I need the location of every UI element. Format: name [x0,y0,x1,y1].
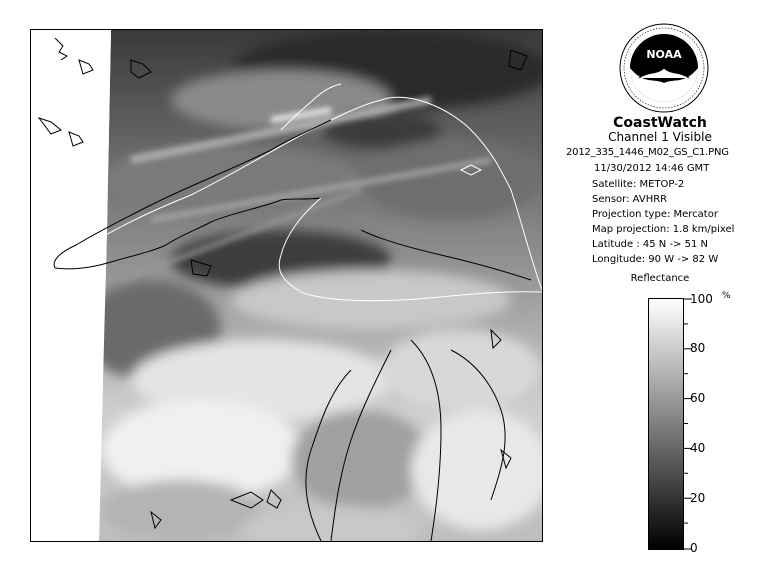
meta-latitude: Latitude : 45 N -> 51 N [592,239,708,250]
noaa-logo-text: NOAA [646,48,682,61]
meta-projection-type: Projection type: Mercator [592,209,718,220]
colorbar-tick-label: 60 [690,391,706,405]
channel-label: Channel 1 Visible [608,130,712,144]
colorbar-tick-label: 100 [690,292,713,306]
satellite-image-map [30,29,543,542]
noaa-logo [619,23,709,113]
colorbar-title: Reflectance [630,273,690,284]
noaa-seal [619,23,709,113]
meta-satellite: Satellite: METOP-2 [592,179,685,190]
satellite-imagery [31,30,542,541]
colorbar-tick-label: 20 [690,491,706,505]
meta-sensor: Sensor: AVHRR [592,194,668,205]
colorbar-tick-label: 40 [690,441,706,455]
product-title: CoastWatch [613,115,707,131]
acquisition-datetime: 11/30/2012 14:46 GMT [594,163,710,174]
file-name: 2012_335_1446_M02_GS_C1.PNG [566,147,729,158]
colorbar-tick-label: 80 [690,341,706,355]
colorbar-ticks [684,298,696,550]
meta-map-projection: Map projection: 1.8 km/pixel [592,224,735,235]
meta-longitude: Longitude: 90 W -> 82 W [592,254,719,265]
colorbar-unit: % [722,291,731,301]
reflectance-colorbar [648,298,684,550]
colorbar-tick-label: 0 [690,541,698,555]
